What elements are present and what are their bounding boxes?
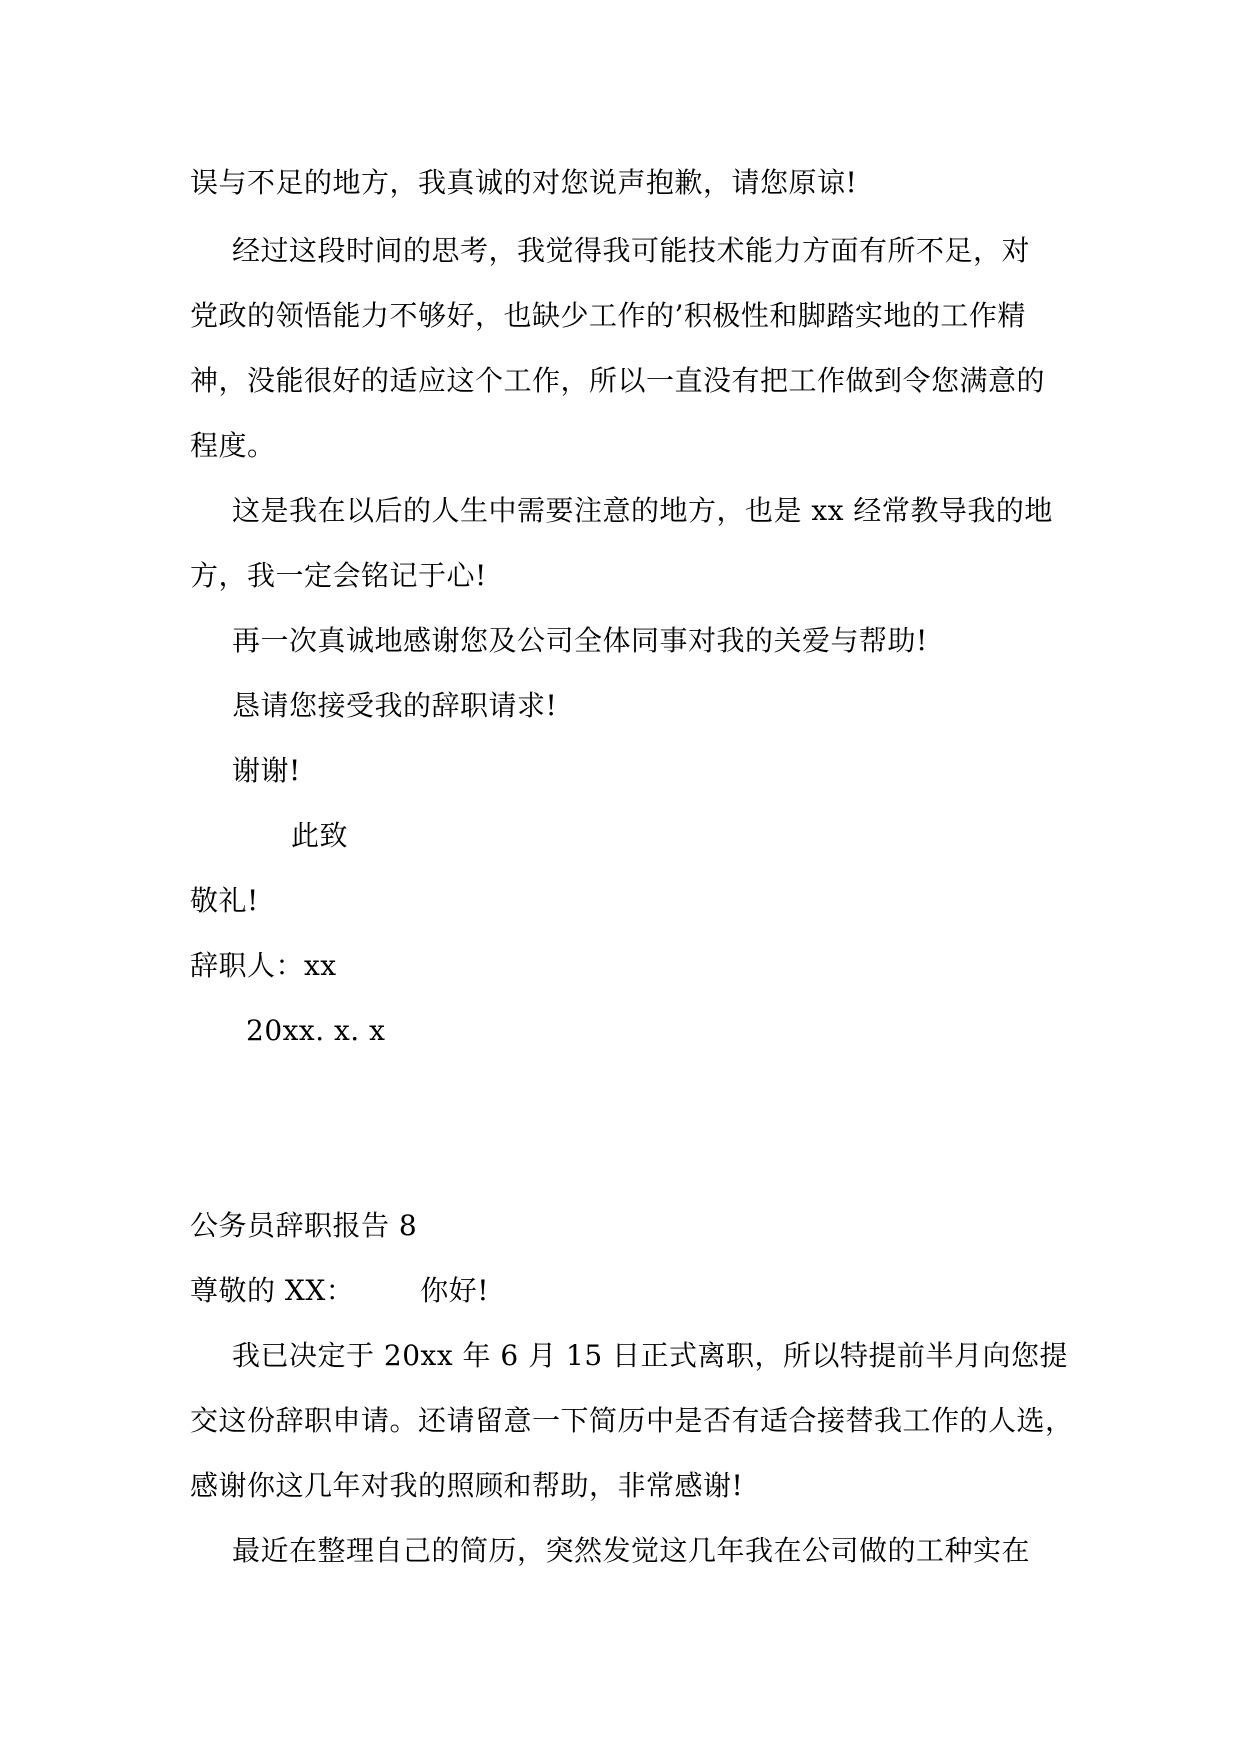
letter2-paragraph1-line3: 感谢你这几年对我的照顾和帮助，非常感谢!: [190, 1469, 744, 1502]
letter1-paragraph5: 谢谢!: [232, 754, 301, 787]
letter1-paragraph2-line1: 这是我在以后的人生中需要注意的地方，也是 xx 经常教导我的地: [232, 494, 1053, 527]
letter2-paragraph1-line2: 交这份辞职申请。还请留意一下简历中是否有适合接替我工作的人选，: [190, 1404, 1074, 1437]
letter1-paragraph1-line1: 经过这段时间的思考，我觉得我可能技术能力方面有所不足，对: [232, 234, 1031, 267]
letter1-paragraph1-line2: 党政的领悟能力不够好，也缺少工作的’积极性和脚踏实地的工作精: [190, 299, 1026, 332]
letter2-paragraph1-line1: 我已决定于 20xx 年 6 月 15 日正式离职，所以特提前半月向您提: [232, 1339, 1069, 1372]
letter2-greeting: 你好!: [420, 1274, 490, 1307]
letter1-closing-line2: 敬礼!: [190, 884, 259, 917]
letter1-paragraph4: 恳请您接受我的辞职请求!: [232, 689, 558, 722]
letter1-paragraph1-line3: 神，没能很好的适应这个工作，所以一直没有把工作做到令您满意的: [190, 364, 1046, 397]
letter2-salutation-line: [190, 1273, 489, 1309]
letter1-date: 20xx. x. x: [246, 1014, 386, 1047]
letter1-signer: 辞职人：xx: [190, 949, 337, 982]
letter1-paragraph2-line2: 方，我一定会铭记于心!: [190, 559, 487, 592]
letter2-salutation: 尊敬的 XX：: [190, 1274, 355, 1307]
letter1-closing-line1: 此致: [291, 819, 349, 852]
letter1-paragraph3: 再一次真诚地感谢您及公司全体同事对我的关爱与帮助!: [232, 624, 928, 657]
letter1-paragraph1-line4: 程度。: [190, 429, 276, 462]
letter2-paragraph2-line1: 最近在整理自己的简历，突然发觉这几年我在公司做的工种实在: [232, 1534, 1031, 1567]
letter1-line1: 误与不足的地方，我真诚的对您说声抱歉，请您原谅!: [190, 166, 858, 199]
letter2-title: 公务员辞职报告 8: [190, 1209, 418, 1242]
